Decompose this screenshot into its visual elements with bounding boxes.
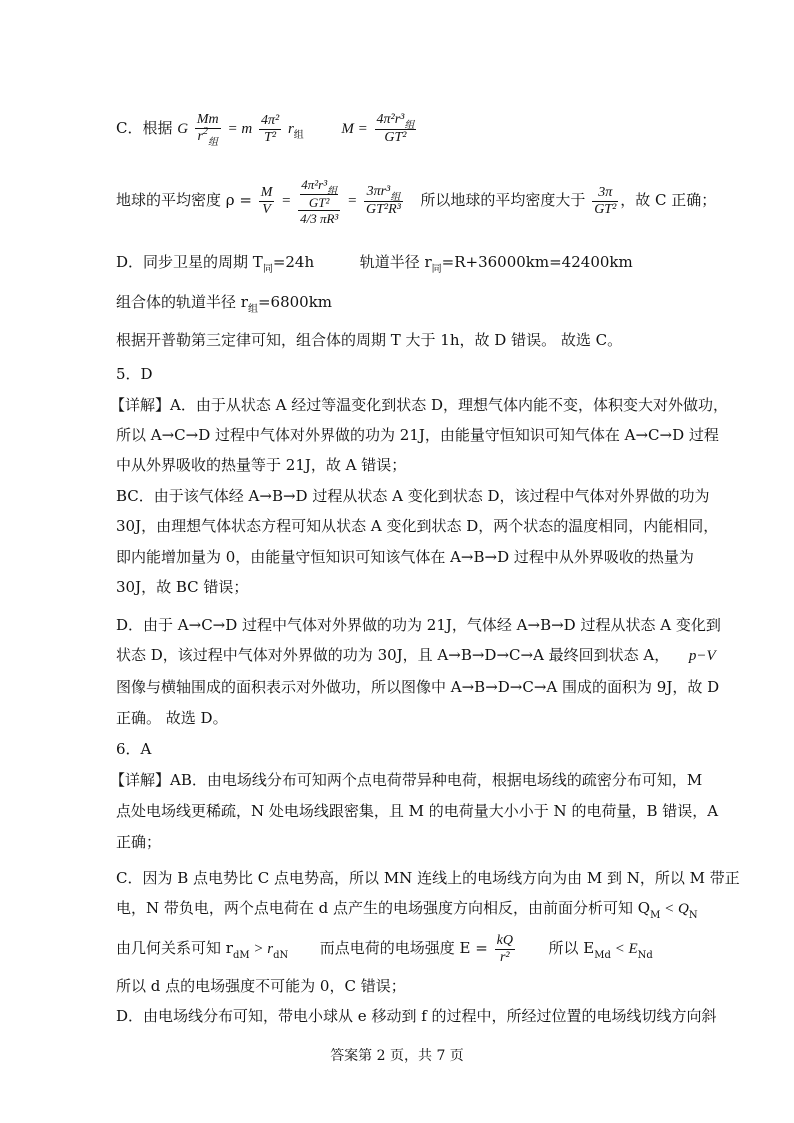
q5-detail-bc1: BC．由于该气体经 A→B→D 过程从状态 A 变化到状态 D，该过程中气体对外界做的功为 [116,487,710,505]
q6-detail-ab3: 正确； [116,833,162,851]
q6-detail-ab1: 【详解】AB．由电场线分布可知两个点电荷带异种电荷，根据电场线的疏密分布可知，M [110,771,703,789]
q5-detail-a1: 【详解】A．由于从状态 A 经过等温变化到状态 D，理想气体内能不变，体积变大对外做功， [110,396,728,414]
formula-c-label: C．根据 [116,119,173,137]
threshold-fraction: $\frac{3\pi}{\text{GT²}}$ [594,184,617,217]
q5-detail-a2: 所以 A→C→D 过程中气体对外界做的功为 21J，由能量守恒知识可知气体在 A→C→D 过程 [116,426,719,444]
q5-detail-d1: D．由于 A→C→D 过程中气体对外界做的功为 21J，气体经 A→B→D 过程从状态 A 变化到 [116,616,721,634]
formula-c-line: C．根据 G $\frac{Mm}{r^2_组}$ = m $\frac{\text{4π²}}{\text{T²}}$ $r_组$ M = $\frac{4\pi^2r^3_组}{\text{GT²}}$ [116,112,415,148]
kepler-line: 根据开普勒第三定律可知，组合体的周期 T 大于 1h，故 D 错误。 故选 C。 [116,331,623,349]
combo-radius-line: 组合体的轨道半径 $r_组=6800km$ [116,293,333,315]
sync-satellite-line: D．同步卫星的周期 $T_同=24h$ 轨道半径 $r_同=R+36000km=42400km$ [116,253,633,275]
page-footer: 答案第 2 页，共 7 页 [330,1048,464,1064]
mass-fraction: $\frac{4\pi^2r^3_组}{\text{GT²}}$ [376,112,415,145]
q5-detail-d2: 状态 D，该过程中气体对外界做的功为 30J，且 A→B→D→C→A 最终回到状态 A， p−V [116,646,716,664]
q5-detail-bc3: 即内能增加量为 0，由能量守恒知识可知该气体在 A→B→D 过程中从外界吸收的热量为 [116,548,694,566]
period-fraction: $\frac{\text{4π²}}{\text{T²}}$ [260,112,280,145]
q5-detail-d3: 图像与横轴围成的面积表示对外做功，所以图像中 A→B→D→C→A 围成的面积为 9J，故 D [116,678,720,696]
q5-detail-bc2: 30J，由理想气体状态方程可知从状态 A 变化到状态 D，两个状态的温度相同，内能相同， [116,517,719,535]
gravity-fraction: $\frac{Mm}{r^2_组}$ [196,112,219,148]
q6-detail-ab2: 点处电场线更稀疏，N 处电场线跟密集，且 M 的电荷量大小小于 N 的电荷量，B 错误，A [116,802,719,820]
q6-detail-d1: D．由电场线分布可知，带电小球从 e 移动到 f 的过程中，所经过位置的电场线切线方向斜 [116,1007,717,1025]
q5-detail-a3: 中从外界吸收的热量等于 21J，故 A 错误； [116,456,407,474]
field-strength-fraction: $\frac{kQ}{\text{r²}}$ [496,932,513,965]
q5-detail-bc4: 30J，故 BC 错误； [116,578,249,596]
mv-fraction: $\frac{M}{V}$ [260,184,273,217]
q5-answer: 5．D [116,365,153,383]
q6-answer: 6．A [116,740,152,758]
q6-detail-c2: 电，N 带负电，两个点电荷在 d 点产生的电场强度方向相反，由前面分析可知 $Q_M < Q_N$ [116,899,698,921]
compound-fraction: $4\pi^2r^3_组$ GT² 4/3 πR³ [300,176,339,226]
q6-detail-c1: C．因为 B 点电势比 C 点电势高，所以 MN 连线上的电场线方向为由 M 到 N，所以 M 带正 [116,869,740,887]
density-result-fraction: $\frac{3\pi r^3_组}{\text{GT²R³}}$ [365,184,401,217]
q6-detail-c3: 由几何关系可知 $r_{dM} > r_{dN}$ 而点电荷的电场强度 E = $\frac{kQ}{\text{r²}}$ 所以 $E_{Md} < E_{Nd}$ [116,932,653,965]
q5-detail-d4: 正确。 故选 D。 [116,709,228,727]
q6-detail-c4: 所以 d 点的电场强度不可能为 0，C 错误； [116,977,406,995]
density-line: 地球的平均密度 ρ = $\frac{M}{V}$ = $4\pi^2r^3_组$ GT² 4/3 πR³ = $\frac{3\pi r^3_组}{\text{GT²R³}}$ 所以地球的平均密度大于 $\frac{3\pi}{\text{GT²}}$ ，故 C 正确； [116,176,717,226]
